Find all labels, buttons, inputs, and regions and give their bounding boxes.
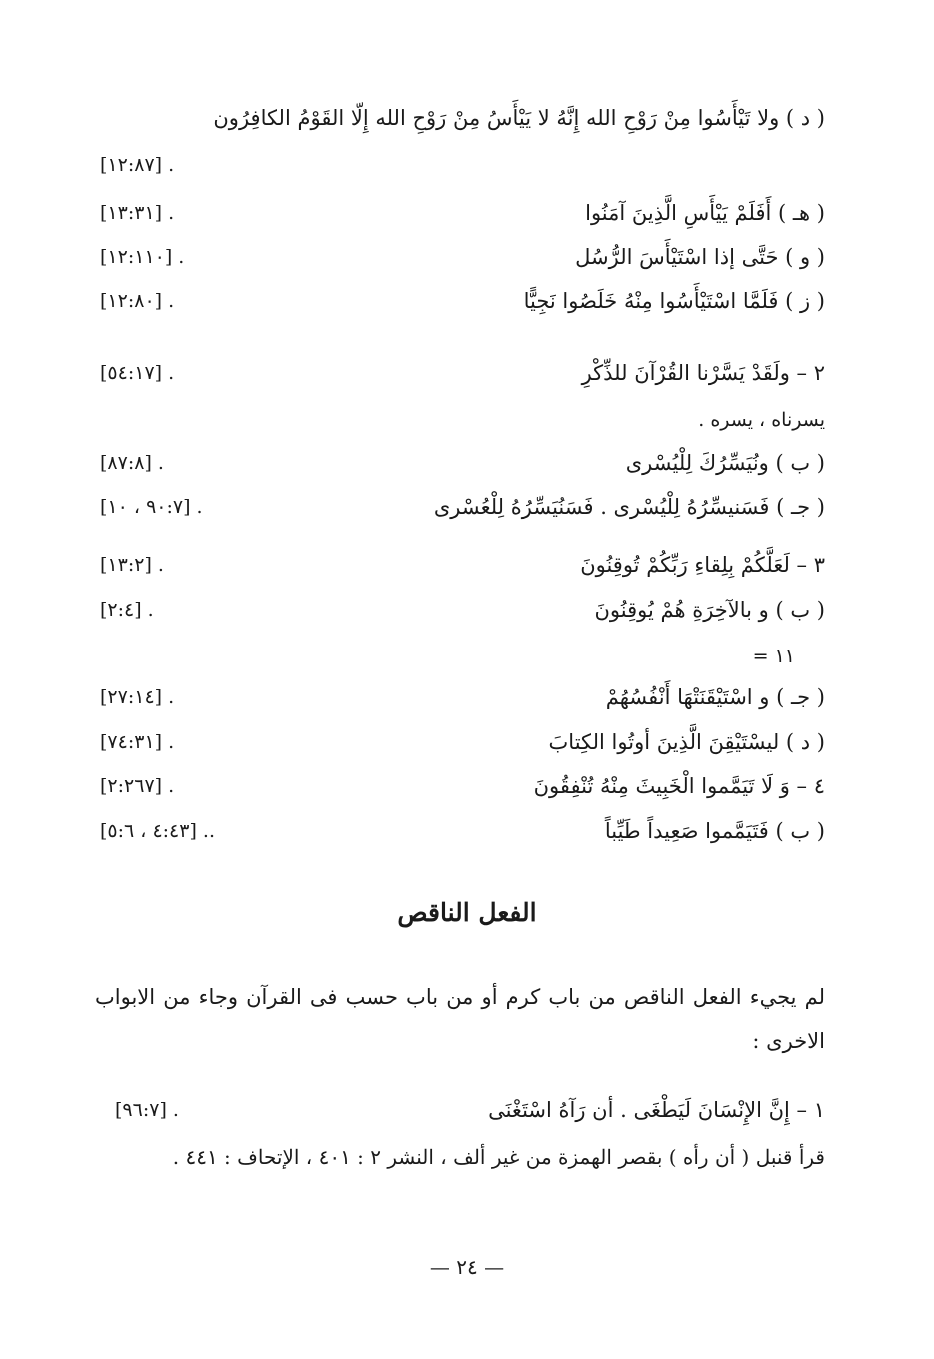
verse-line-d — [100, 98, 825, 138]
verse-line-2 — [100, 353, 825, 393]
verse-reference: [٧٤:٣١] . — [100, 731, 175, 753]
verse-reference: [٩٦:٧] . — [115, 1099, 179, 1121]
verse-line-4b — [100, 811, 825, 851]
ditto-line — [100, 636, 825, 676]
verse-text: ٢ – ولَقَدْ يَسَّرْنا القُرْآنَ للذِّكْرِ — [581, 361, 825, 385]
verse-line-z — [100, 281, 825, 321]
verse-text: ٣ – لَعَلَّكُمْ بِلِقاءِ رَبِّكُمْ تُوقِنُونَ — [580, 553, 825, 577]
verse-reference: [١٢:٨٧] . — [100, 154, 175, 176]
ditto-text: = ١١ — [752, 645, 795, 667]
verse-line-bottom-1 — [100, 1090, 825, 1130]
verse-reference: [١٢:٨٠] . — [100, 290, 175, 312]
reading-note: قرأ قنبل ( أن رأه ) بقصر الهمزة من غير ألف ، النشر ٢ : ٤٠١ ، الإتحاف : ٤٤١ . — [172, 1145, 825, 1169]
verse-reference: [٢٧:١٤] . — [100, 686, 175, 708]
verse-reference: [٢:٢٦٧] . — [100, 775, 175, 797]
verse-text: ( و ) حَتَّى إذا اسْتَيْأَسَ الرُّسُل — [575, 245, 825, 269]
verse-text: ( د ) ولا تَيْأَسُوا مِنْ رَوْحِ الله إِنَّهُ لا يَيْأَسُ مِنْ رَوْحِ الله إِلّا القَوْمُ الكافِرُون — [213, 106, 825, 130]
verse-reference: [٩٠:٧ ، ١٠] . — [100, 496, 203, 518]
verse-reference: [٢:٤] . — [100, 599, 154, 621]
verse-line-3 — [100, 545, 825, 585]
verse-reference: [١٢:١١٠] . — [100, 246, 185, 268]
verse-text: ( هـ ) أَفَلَمْ يَيْأَسِ الَّذِينَ آمَنُوا — [585, 201, 825, 225]
verse-text: ١ – إِنَّ الإِنْسَانَ لَيَطْغَى . أن رَآهُ اسْتَغْنَى — [488, 1098, 825, 1122]
verse-text: ( ز ) فَلَمَّا اسْتَيْأَسُوا مِنْهُ خَلَصُوا نَجِيًّا — [523, 289, 825, 313]
verse-line-d-ref — [100, 145, 825, 185]
intro-paragraph: لم يجيء الفعل الناقص من باب كرم أو من باب حسب فى القرآن وجاء من الابواب الاخرى : — [95, 985, 825, 1053]
page-number: — ٢٤ — — [429, 1255, 505, 1279]
verse-line-2b — [100, 443, 825, 483]
verse-line-3b — [100, 590, 825, 630]
verse-text: ( ب ) ونُيَسِّرُكَ لِلْيُسْرى — [625, 451, 825, 475]
verse-text: ( جـ ) فَسَنيسِّرُهُ لِلْيُسْرى . فَسَنُيَسِّرُهُ لِلْعُسْرى — [433, 495, 825, 519]
verse-text: ( د ) ليسْتَيْقِنَ الَّذِينَ أوتُوا الكِتابَ — [548, 730, 825, 754]
verse-text: ( ب ) فَتَيَمَّموا صَعِيداً طَيِّباً — [604, 819, 825, 843]
verse-text: ٤ – وَ لَا تَيَمَّموا الْخَبِيثَ مِنْهُ تُنْفِقُونَ — [533, 774, 825, 798]
verse-reference: [٨٧:٨] . — [100, 452, 164, 474]
verse-reference: [١٣:٢] . — [100, 554, 164, 576]
verse-line-2j — [100, 487, 825, 527]
verse-line-4 — [100, 766, 825, 806]
verse-line-3d — [100, 722, 825, 762]
verse-text: ( جـ ) و اسْتَيْقَنَتْهَا أَنْفُسُهُمْ — [605, 685, 825, 709]
verse-reference: [٥٤:١٧] . — [100, 362, 175, 384]
verse-line-h — [100, 193, 825, 233]
verse-line-3j — [100, 677, 825, 717]
verse-reference: [١٣:٣١] . — [100, 202, 175, 224]
verse-text: ( ب ) و بالآخِرَةِ هُمْ يُوقِنُونَ — [594, 598, 825, 622]
section-heading: الفعل الناقص — [397, 898, 537, 927]
verse-line-w — [100, 237, 825, 277]
verse-reference: [٤:٤٣ ، ٥:٦] .. — [100, 820, 216, 842]
note-text: يسرناه ، يسره . — [698, 409, 825, 431]
note-line-yassarnahu — [100, 400, 825, 440]
